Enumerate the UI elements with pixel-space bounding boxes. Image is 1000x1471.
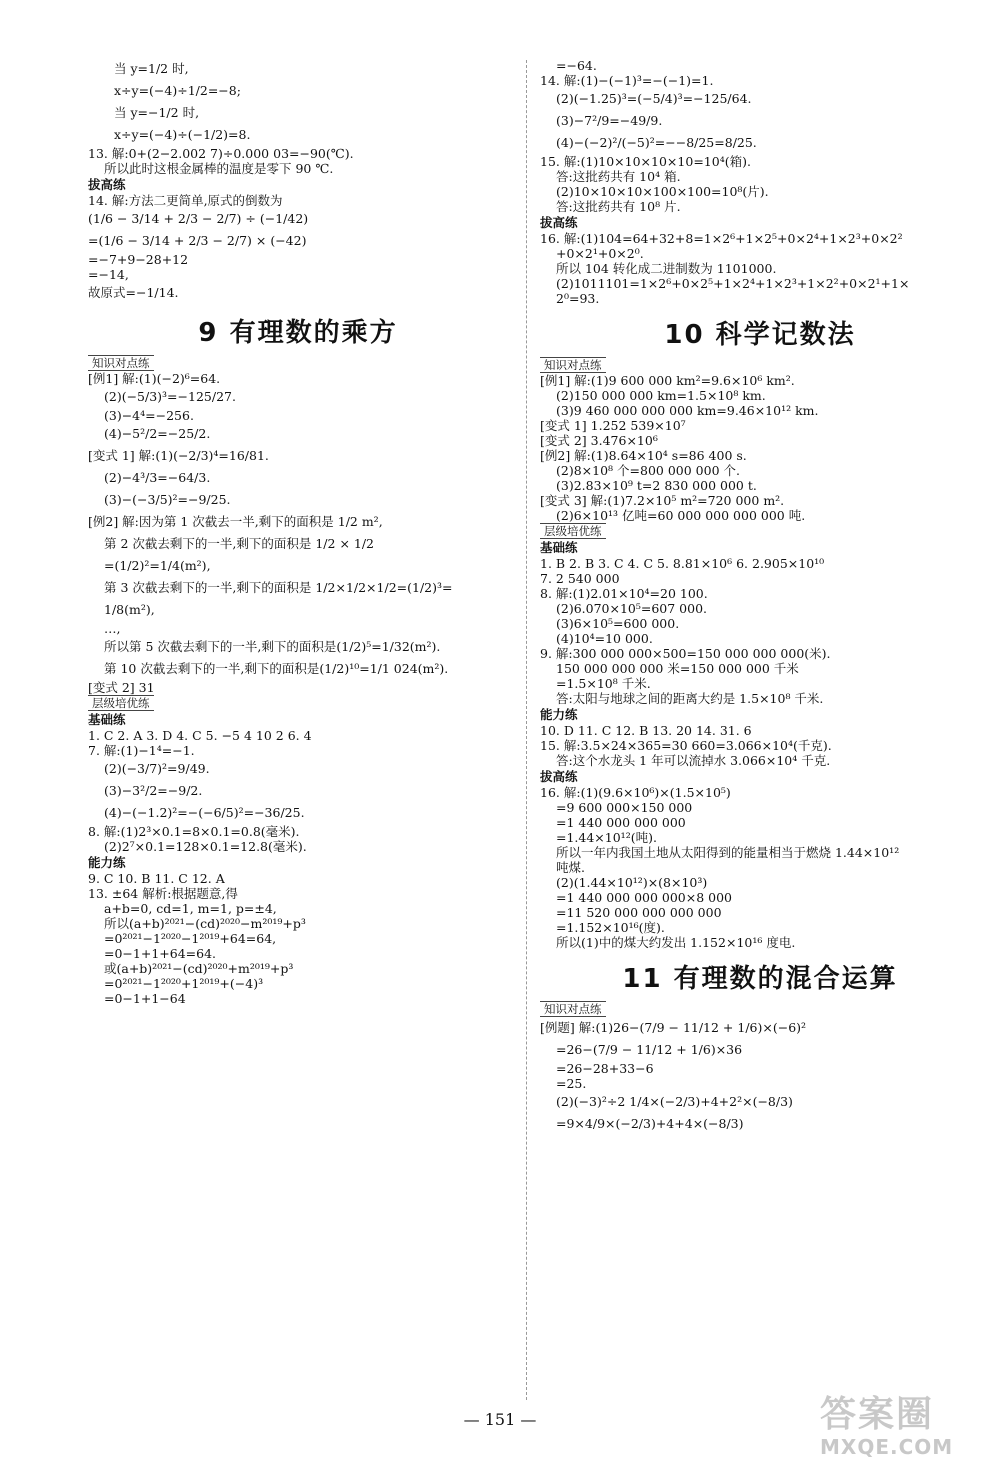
answer-line: 第 3 次截去剩下的一半,剩下的面积是 1/2×1/2×1/2=(1/2)³= — [104, 580, 453, 595]
answer-line: 所以一年内我国土地从太阳得到的能量相当于燃烧 1.44×10¹² — [556, 845, 900, 860]
answer-line: (4)10⁴=10 000. — [556, 631, 653, 646]
answer-line: (2)(−5/3)³=−125/27. — [104, 389, 236, 404]
answer-line: (3)9 460 000 000 000 km=9.46×10¹² km. — [556, 403, 819, 418]
answer-line: (2)2⁷×0.1=128×0.1=12.8(毫米). — [104, 839, 307, 854]
answer-line: =(1/2)²=1/4(m²), — [104, 558, 211, 573]
section-title: 9 有理数的乘方 — [198, 318, 398, 348]
answer-line: 答:太阳与地球之间的距离大约是 1.5×10⁸ 千米. — [556, 691, 824, 706]
answer-line: =1.152×10¹⁶(度). — [556, 920, 665, 935]
answer-line: (2)(−1.25)³=(−5/4)³=−125/64. — [556, 91, 752, 106]
answer-line: [例2] 解:因为第 1 次截去一半,剩下的面积是 1/2 m², — [88, 514, 383, 529]
answer-line: [变式 2] 3.476×10⁶ — [540, 433, 658, 448]
column-divider — [526, 60, 527, 1400]
answer-line: 故原式=−1/14. — [88, 285, 179, 300]
answer-line: x÷y=(−4)÷(−1/2)=8. — [114, 127, 251, 142]
answer-line: =0−1+1+64=64. — [104, 946, 217, 961]
level-heading: 能力练 — [540, 707, 578, 722]
answer-line: +0×2¹+0×2⁰. — [556, 246, 644, 261]
answer-line: 9. 解:300 000 000×500=150 000 000 000(米). — [540, 646, 831, 661]
right-column — [540, 58, 980, 1135]
answer-line: [例1] 解:(1)(−2)⁶=64. — [88, 371, 221, 386]
answer-line: 所以 104 转化成二进制数为 1101000. — [556, 261, 777, 276]
answer-line: 第 2 次截去剩下的一半,剩下的面积是 1/2 × 1/2 — [104, 536, 375, 551]
answer-line: =0−1+1−64 — [104, 991, 186, 1006]
answer-line: 所以第 5 次截去剩下的一半,剩下的面积是(1/2)⁵=1/32(m²). — [104, 639, 441, 654]
answer-line: =−14, — [88, 267, 129, 282]
answer-line: (3)−(−3/5)²=−9/25. — [104, 492, 231, 507]
answer-line: 第 10 次截去剩下的一半,剩下的面积是(1/2)¹⁰=1/1 024(m²). — [104, 661, 449, 676]
answer-line: 所以此时这根金属棒的温度是零下 90 ℃. — [104, 161, 334, 176]
subsection-header-row — [540, 523, 980, 539]
answer-line: [例1] 解:(1)9 600 000 km²=9.6×10⁶ km². — [540, 373, 795, 388]
answer-line: (2)−4³/3=−64/3. — [104, 470, 211, 485]
answer-line: 答:这批药共有 10⁴ 箱. — [556, 169, 681, 184]
answer-line: x÷y=(−4)÷1/2=−8; — [114, 83, 241, 98]
answer-line: 2⁰=93. — [556, 291, 600, 306]
answer-line: [例题] 解:(1)26−(7/9 − 11/12 + 1/6)×(−6)² — [540, 1020, 807, 1035]
answer-line: 当 y=−1/2 时, — [114, 105, 200, 120]
answer-line: 所以(1)中的煤大约发出 1.152×10¹⁶ 度电. — [556, 935, 796, 950]
subsection-header: 层级培优练 — [88, 695, 154, 711]
answer-line: (2)1011101=1×2⁶+0×2⁵+1×2⁴+1×2³+1×2²+0×2¹+1× — [556, 276, 910, 291]
answer-line: 13. ±64 解析:根据题意,得 — [88, 886, 238, 901]
answer-line: =26−28+33−6 — [556, 1061, 654, 1076]
answer-line: (3)6×10⁵=600 000. — [556, 616, 680, 631]
answer-line: 7. 解:(1)−1⁴=−1. — [88, 743, 195, 758]
answer-line: 14. 解:方法二更简单,原式的倒数为 — [88, 193, 283, 208]
answer-line: 13. 解:0+(2−2.002 7)÷0.000 03=−90(℃). — [88, 146, 354, 161]
subsection-header: 知识对点练 — [540, 1001, 606, 1017]
answer-line: 10. D 11. C 12. B 13. 20 14. 31. 6 — [540, 723, 752, 738]
answer-line: 答:这个水龙头 1 年可以流掉水 3.066×10⁴ 千克. — [556, 753, 831, 768]
answer-line: 所以(a+b)²⁰²¹−(cd)²⁰²⁰−m²⁰¹⁹+p³ — [104, 916, 306, 931]
answer-line: (2)10×10×10×100×100=10⁸(片). — [556, 184, 769, 199]
answer-line: 吨煤. — [556, 860, 585, 875]
answer-line: =11 520 000 000 000 000 — [556, 905, 722, 920]
answer-line: =−64. — [556, 58, 597, 73]
level-heading: 拔高练 — [88, 177, 126, 192]
level-heading: 拔高练 — [540, 769, 578, 784]
level-heading: 基础练 — [540, 540, 578, 555]
section-title: 11 有理数的混合运算 — [622, 964, 898, 994]
answer-line: (3)−7²/9=−49/9. — [556, 113, 663, 128]
answer-line: =26−(7/9 − 11/12 + 1/6)×36 — [556, 1042, 743, 1057]
answer-line: 8. 解:(1)2³×0.1=8×0.1=0.8(毫米). — [88, 824, 300, 839]
answer-line: 150 000 000 000 米=150 000 000 千米 — [556, 661, 799, 676]
answer-line: 1. C 2. A 3. D 4. C 5. −5 4 10 2 6. 4 — [88, 728, 312, 743]
answer-line: 15. 解:(1)10×10×10×10=10⁴(箱). — [540, 154, 751, 169]
level-heading: 拔高练 — [540, 215, 578, 230]
level-heading: 基础练 — [88, 712, 126, 727]
answer-line: 1/8(m²), — [104, 602, 155, 617]
answer-line: =1 440 000 000 000×8 000 — [556, 890, 733, 905]
answer-line: a+b=0, cd=1, m=1, p=±4, — [104, 901, 277, 916]
answer-line: (3)−4⁴=−256. — [104, 408, 194, 423]
answer-line: =0²⁰²¹−1²⁰²⁰+1²⁰¹⁹+(−4)³ — [104, 976, 264, 991]
section-title: 10 科学记数法 — [664, 320, 856, 350]
answer-line: =1.5×10⁸ 千米. — [556, 676, 651, 691]
answer-line: (2)6×10¹³ 亿吨=60 000 000 000 000 吨. — [556, 508, 806, 523]
answer-line: (2)6.070×10⁵=607 000. — [556, 601, 708, 616]
answer-line: [变式 1] 解:(1)(−2/3)⁴=16/81. — [88, 448, 269, 463]
answer-line: (4)−(−1.2)²=−(−6/5)²=−36/25. — [104, 805, 305, 820]
answer-line: 8. 解:(1)2.01×10⁴=20 100. — [540, 586, 708, 601]
answer-line: =25. — [556, 1076, 587, 1091]
subsection-header-row — [88, 695, 508, 711]
answer-line: =(1/6 − 3/14 + 2/3 − 2/7) × (−42) — [88, 233, 307, 248]
subsection-header-row — [540, 357, 980, 373]
answer-line: 16. 解:(1)(9.6×10⁶)×(1.5×10⁵) — [540, 785, 731, 800]
answer-line: (2)8×10⁸ 个=800 000 000 个. — [556, 463, 740, 478]
answer-line: =−7+9−28+12 — [88, 252, 189, 267]
answer-line: 15. 解:3.5×24×365=30 660=3.066×10⁴(千克). — [540, 738, 832, 753]
answer-line: (2)(−3/7)²=9/49. — [104, 761, 210, 776]
answer-line: 1. B 2. B 3. C 4. C 5. 8.81×10⁶ 6. 2.905×10¹⁰ — [540, 556, 825, 571]
answer-line: (4)−5²/2=−25/2. — [104, 426, 211, 441]
answer-line: [变式 3] 解:(1)7.2×10⁵ m²=720 000 m². — [540, 493, 785, 508]
answer-line: [例2] 解:(1)8.64×10⁴ s=86 400 s. — [540, 448, 747, 463]
answer-line: (1/6 − 3/14 + 2/3 − 2/7) ÷ (−1/42) — [88, 211, 309, 226]
answer-line: 9. C 10. B 11. C 12. A — [88, 871, 225, 886]
answer-line: 14. 解:(1)−(−1)³=−(−1)=1. — [540, 73, 714, 88]
answer-line: 答:这批药共有 10⁸ 片. — [556, 199, 681, 214]
subsection-header-row — [540, 1001, 980, 1017]
answer-line: =1 440 000 000 000 — [556, 815, 686, 830]
answer-line: (3)−3²/2=−9/2. — [104, 783, 203, 798]
watermark-logo — [820, 1395, 990, 1465]
subsection-header: 层级培优练 — [540, 523, 606, 539]
answer-line: (3)2.83×10⁹ t=2 830 000 000 t. — [556, 478, 757, 493]
watermark-sub: MXQE.COM — [820, 1435, 954, 1459]
answer-line: 16. 解:(1)104=64+32+8=1×2⁶+1×2⁵+0×2⁴+1×2³+0×2² — [540, 231, 903, 246]
subsection-header: 知识对点练 — [88, 355, 154, 371]
answer-line: 或(a+b)²⁰²¹−(cd)²⁰²⁰+m²⁰¹⁹+p³ — [104, 961, 294, 976]
answer-line: =9 600 000×150 000 — [556, 800, 693, 815]
subsection-header: 知识对点练 — [540, 357, 606, 373]
answer-line: 7. 2 540 000 — [540, 571, 620, 586]
answer-line: =9×4/9×(−2/3)+4+4×(−8/3) — [556, 1116, 744, 1131]
answer-line: (2)(−3)²÷2 1/4×(−2/3)+4+2²×(−8/3) — [556, 1094, 793, 1109]
answer-line: [变式 2] 31 — [88, 680, 155, 695]
answer-line: 当 y=1/2 时, — [114, 61, 189, 76]
answer-line: =1.44×10¹²(吨). — [556, 830, 657, 845]
answer-line: (2)(1.44×10¹²)×(8×10³) — [556, 875, 708, 890]
answer-line: (4)−(−2)²/(−5)²=−−8/25=8/25. — [556, 135, 757, 150]
watermark-main: 答案圈 — [820, 1394, 935, 1435]
answer-line: …, — [104, 621, 121, 636]
left-column — [88, 58, 508, 1006]
level-heading: 能力练 — [88, 855, 126, 870]
answer-line: (2)150 000 000 km=1.5×10⁸ km. — [556, 388, 766, 403]
answer-line: [变式 1] 1.252 539×10⁷ — [540, 418, 686, 433]
subsection-header-row — [88, 355, 508, 371]
answer-line: =0²⁰²¹−1²⁰²⁰−1²⁰¹⁹+64=64, — [104, 931, 277, 946]
page-number: — 151 — — [463, 1410, 537, 1429]
